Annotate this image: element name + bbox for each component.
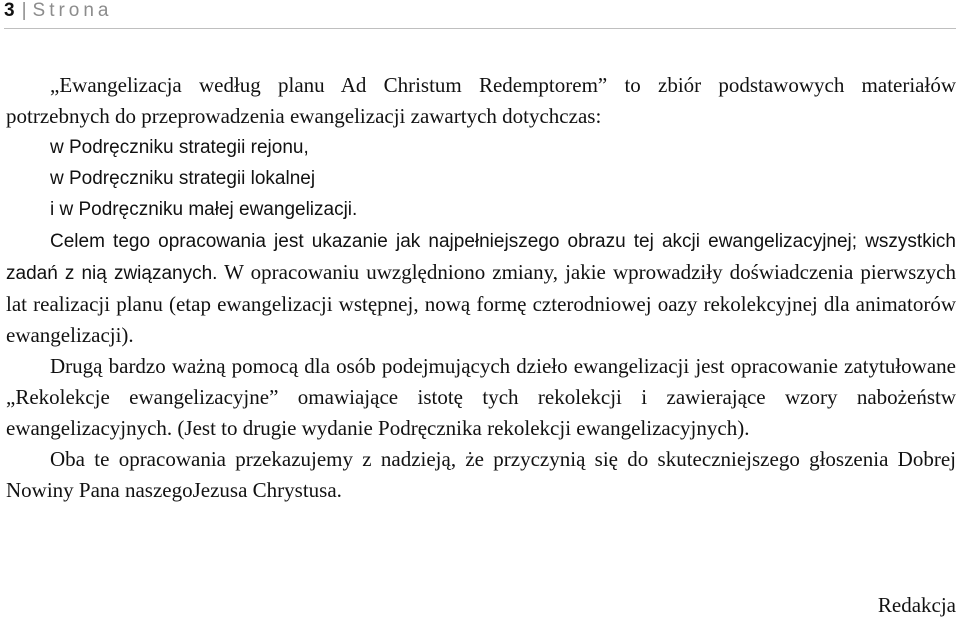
- page-header: [4, 0, 956, 29]
- list-item-region-strategy: w Podręczniku strategii rejonu,: [50, 137, 309, 158]
- page-number: 3: [4, 0, 15, 21]
- header-separator: |: [21, 0, 27, 21]
- goal-paragraph: [6, 225, 956, 351]
- changes-sentence: W opracowaniu uwzględniono zmiany, jakie wprowadziły doświadczenia pierwszych lat realizacji planu (etap ewangelizacji wstępnej, nową formę czterodniowej oazy rekolekcyjnej dla animatorów ewangelizacji).: [6, 260, 956, 347]
- document-body: [6, 70, 956, 506]
- second-aid-paragraph: Drugą bardzo ważną pomocą dla osób podejmujących dzieło ewangelizacji jest opracowanie zatytułowane „Rekolekcje ewangelizacyjne” omawiające istotę tych rekolekcji i zawierające wzory nabożeństw ewangelizacyjnych. (Jest to drugie wydanie Podręcznika rekolekcji ewangelizacyjnych).: [6, 354, 956, 440]
- goal-sentence: Celem tego opracowania jest ukazanie jak najpełniejszego obrazu tej akcji ewangelizacyjnej; wszystkich zadań z nią związanych.: [6, 231, 956, 284]
- list-item-local-strategy: w Podręczniku strategii lokalnej: [50, 168, 316, 189]
- page-word: Strona: [32, 0, 113, 21]
- closing-paragraph: Oba te opracowania przekazujemy z nadzieją, że przyczynią się do skuteczniejszego głoszenia Dobrej Nowiny Pana naszegoJezusa Chrystusa.: [6, 447, 956, 502]
- signature: Redakcja: [877, 593, 956, 617]
- intro-paragraph: „Ewangelizacja według planu Ad Christum Redemptorem” to zbiór podstawowych materiałów potrzebnych do przeprowadzenia ewangelizacji zawartych dotychczas:: [6, 73, 956, 128]
- list-item-small-evangelization: i w Podręczniku małej ewangelizacji.: [50, 199, 358, 220]
